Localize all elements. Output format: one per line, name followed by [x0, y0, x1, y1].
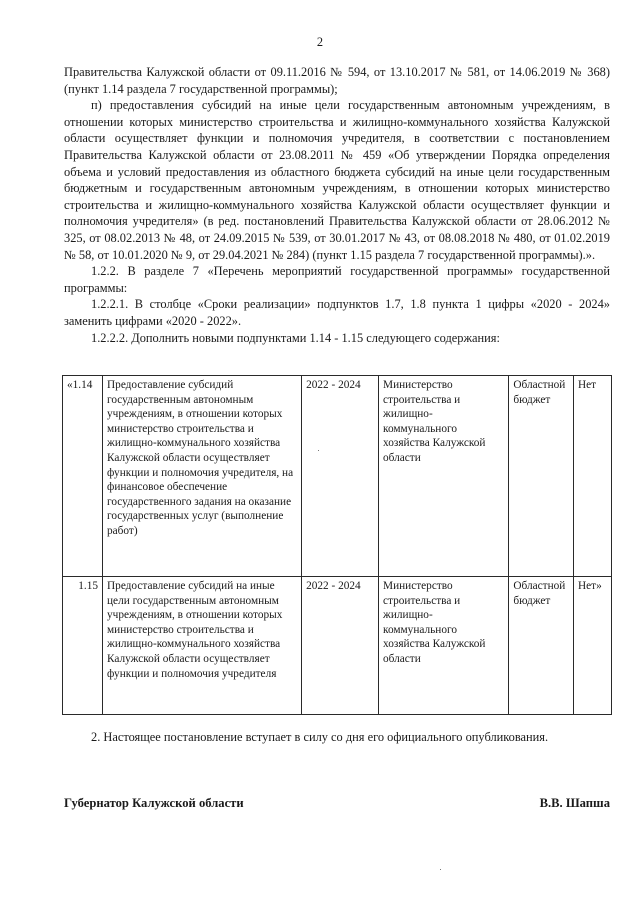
executor-cell: Министерство строительства и жилищно-коммунального хозяйства Калужской области — [379, 376, 509, 577]
activity-name-cell: Предоставление субсидий на иные цели государственным автономным учреждениям, в отношении которых министерство строительства и жилищно-коммунального хозяйства Калужской области осуществляет функции и полномочия учредителя — [103, 577, 302, 715]
closing-paragraph: 2. Настоящее постановление вступает в силу со дня его официального опубликования. — [91, 730, 549, 744]
term-cell: 2022 - 2024 — [302, 376, 379, 577]
paragraph-1-2-2: 1.2.2. В разделе 7 «Перечень мероприятий государственной программы» государственной программы: — [64, 264, 610, 295]
program-table — [62, 375, 612, 715]
paragraph-item-p: п) предоставления субсидий на иные цели государственным автономным учреждениям, в отношении которых министерство строительства и жилищно-коммунального хозяйства Калужской области осуществляет функции и полномочия учредителя, в соответствии с постановлением Правительства Калужской области от 23.08.2011 № 459 «Об утверждении Порядка определения объема и условий предоставления из областного бюджета субсидий на иные цели государственным бюджетным и государственным автономным учреждениям, в отношении которых министерство строительства и жилищно-коммунального хозяйства Калужской области осуществляет функции и полномочия учредителя» (в ред. постановлений Правительства Калужской области от 28.06.2012 № 325, от 08.02.2013 № 48, от 24.09.2015 № 539, от 30.01.2017 № 43, от 08.08.2018 № 480, от 01.02.2019 № 58, от 10.01.2020 № 9, от 29.04.2021 № 284) (пункт 1.15 раздела 7 государственной программы).». — [64, 98, 610, 262]
funding-source-cell: Областной бюджет — [509, 577, 574, 715]
indicator-cell: Нет» — [573, 577, 611, 715]
body-text — [64, 64, 610, 346]
table-row — [63, 577, 612, 715]
paragraph-1-2-2-2: 1.2.2.2. Дополнить новыми подпунктами 1.14 - 1.15 следующего содержания: — [91, 330, 500, 345]
scan-speck — [440, 869, 441, 870]
scan-speck — [318, 450, 319, 451]
indicator-cell: Нет — [573, 376, 611, 577]
row-number-cell: «1.14 — [63, 376, 103, 577]
page-number: 2 — [316, 35, 324, 49]
paragraph-continuation: Правительства Калужской области от 09.11.2016 № 594, от 13.10.2017 № 581, от 14.06.2019 № 368) (пункт 1.14 раздела 7 государственной программы); — [64, 65, 610, 96]
executor-cell: Министерство строительства и жилищно-коммунального хозяйства Калужской области — [379, 577, 509, 715]
signature-block — [64, 795, 610, 815]
term-cell: 2022 - 2024 — [302, 577, 379, 715]
funding-source-cell: Областной бюджет — [509, 376, 574, 577]
row-number-cell: 1.15 — [63, 577, 103, 715]
signatory-title: Губернатор Калужской области — [64, 796, 244, 810]
signatory-name: В.В. Шапша — [539, 796, 610, 810]
paragraph-1-2-2-1: 1.2.2.1. В столбце «Сроки реализации» подпунктов 1.7, 1.8 пункта 1 цифры «2020 - 2024» заменить цифрами «2020 - 2022». — [64, 297, 610, 328]
program-table-wrapper — [62, 375, 612, 715]
activity-name-cell: Предоставление субсидий государственным автономным учреждениям, в отношении которых министерство строительства и жилищно-коммунального хозяйства Калужской области осуществляет функции и полномочия учредителя, на финансовое обеспечение государственного задания на оказание государственных услуг (выполнение работ) — [103, 376, 302, 577]
table-row — [63, 376, 612, 577]
